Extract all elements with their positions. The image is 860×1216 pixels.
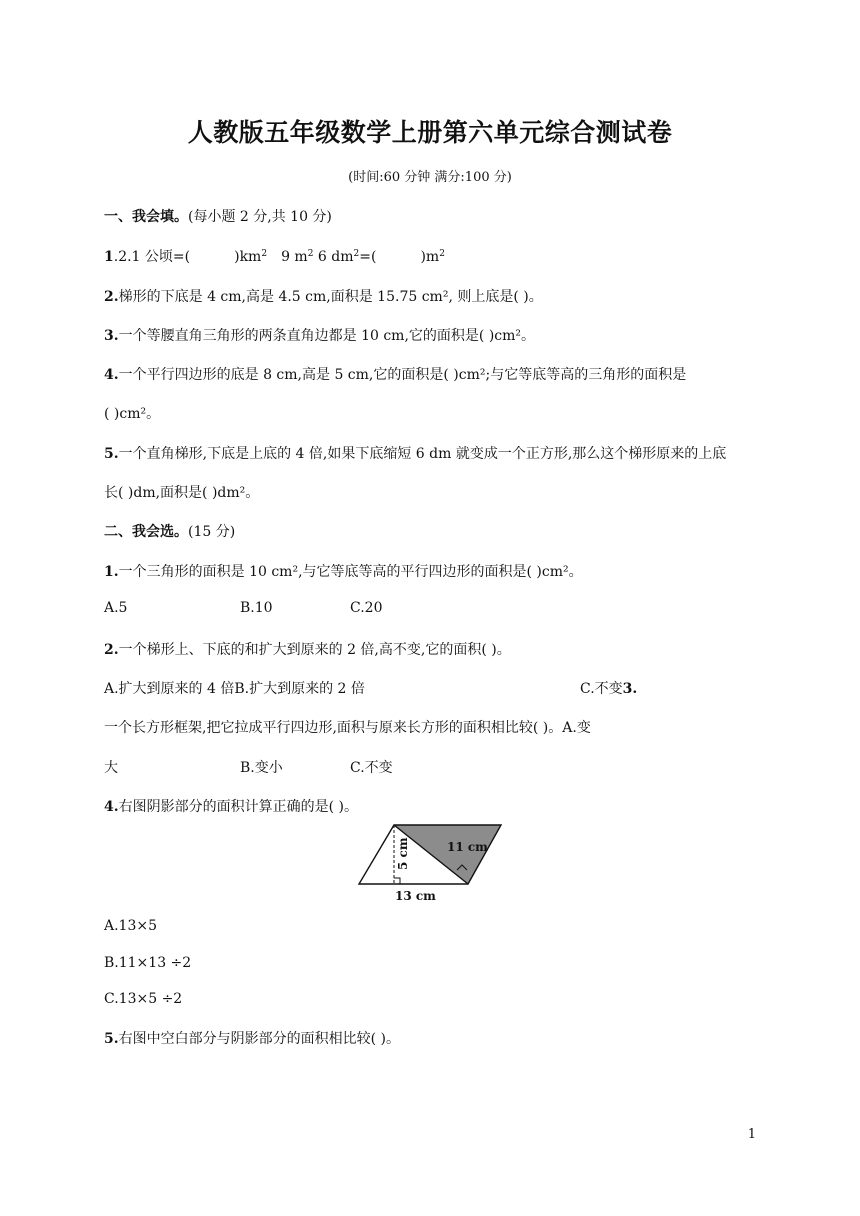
option-c-with-next-number[interactable]: C.不变3.	[580, 681, 638, 697]
option-a-b[interactable]: A.扩大到原来的 4 倍B.扩大到原来的 2 倍	[104, 681, 365, 697]
page-title: 人教版五年级数学上册第六单元综合测试卷	[187, 118, 673, 147]
question-2-4: 4.右图阴影部分的面积计算正确的是( )。	[104, 799, 358, 815]
exam-info: (时间:60 分钟 满分:100 分)	[348, 170, 512, 185]
question-2-2: 2.一个梯形上、下底的和扩大到原来的 2 倍,高不变,它的面积( )。	[104, 642, 511, 658]
question-2-4-option-a[interactable]: A.13×5	[104, 918, 158, 934]
option-c[interactable]: C.不变	[350, 760, 393, 776]
option-b[interactable]: B.变小	[240, 760, 283, 776]
option-a[interactable]: A.5	[104, 600, 128, 616]
option-c[interactable]: C.20	[350, 600, 383, 616]
question-2-3-options	[104, 757, 704, 777]
figure-right-angle-mark	[394, 878, 400, 884]
section-1-heading: 一、我会填。(每小题 2 分,共 10 分)	[104, 209, 332, 225]
question-2-5: 5.右图中空白部分与阴影部分的面积相比较( )。	[104, 1031, 400, 1047]
parallelogram-figure	[355, 822, 505, 906]
question-2-4-option-b[interactable]: B.11×13 ÷2	[104, 955, 192, 971]
question-1-5-continued: 长( )dm,面积是( )dm²。	[104, 485, 260, 501]
question-1-1: 1.2.1 公顷=( )$km^2$ 9 $m^2$ 6 $dm^2=$( )$m^2$	[104, 249, 445, 265]
question-2-1-options	[104, 600, 704, 620]
question-1-4: 4.一个平行四边形的底是 8 cm,高是 5 cm,它的面积是( )cm²;与它等底等高的三角形的面积是	[104, 367, 687, 383]
option-b[interactable]: B.10	[240, 600, 273, 616]
question-1-4-continued: ( )cm²。	[104, 406, 161, 422]
figure-label-11cm: 11 cm	[447, 840, 488, 854]
question-2-1: 1.一个三角形的面积是 10 cm²,与它等底等高的平行四边形的面积是( )cm²。	[104, 564, 583, 580]
figure-label-5cm: 5 cm	[396, 837, 410, 870]
figure-label-13cm: 13 cm	[395, 889, 436, 903]
question-2-4-option-c[interactable]: C.13×5 ÷2	[104, 991, 183, 1007]
section-2-heading: 二、我会选。(15 分)	[104, 524, 236, 540]
question-2-2-options	[104, 678, 704, 698]
question-2-3: 一个长方形框架,把它拉成平行四边形,面积与原来长方形的面积相比较( )。A.变	[104, 720, 591, 736]
question-1-3: 3.一个等腰直角三角形的两条直角边都是 10 cm,它的面积是( )cm²。	[104, 328, 536, 344]
page-number: 1	[747, 1127, 756, 1142]
option-a-continued[interactable]: 大	[104, 760, 118, 776]
question-1-5: 5.一个直角梯形,下底是上底的 4 倍,如果下底缩短 6 dm 就变成一个正方形,那么这个梯形原来的上底	[104, 446, 727, 462]
question-1-2: 2.梯形的下底是 4 cm,高是 4.5 cm,面积是 15.75 cm², 则上底是( )。	[104, 289, 543, 305]
